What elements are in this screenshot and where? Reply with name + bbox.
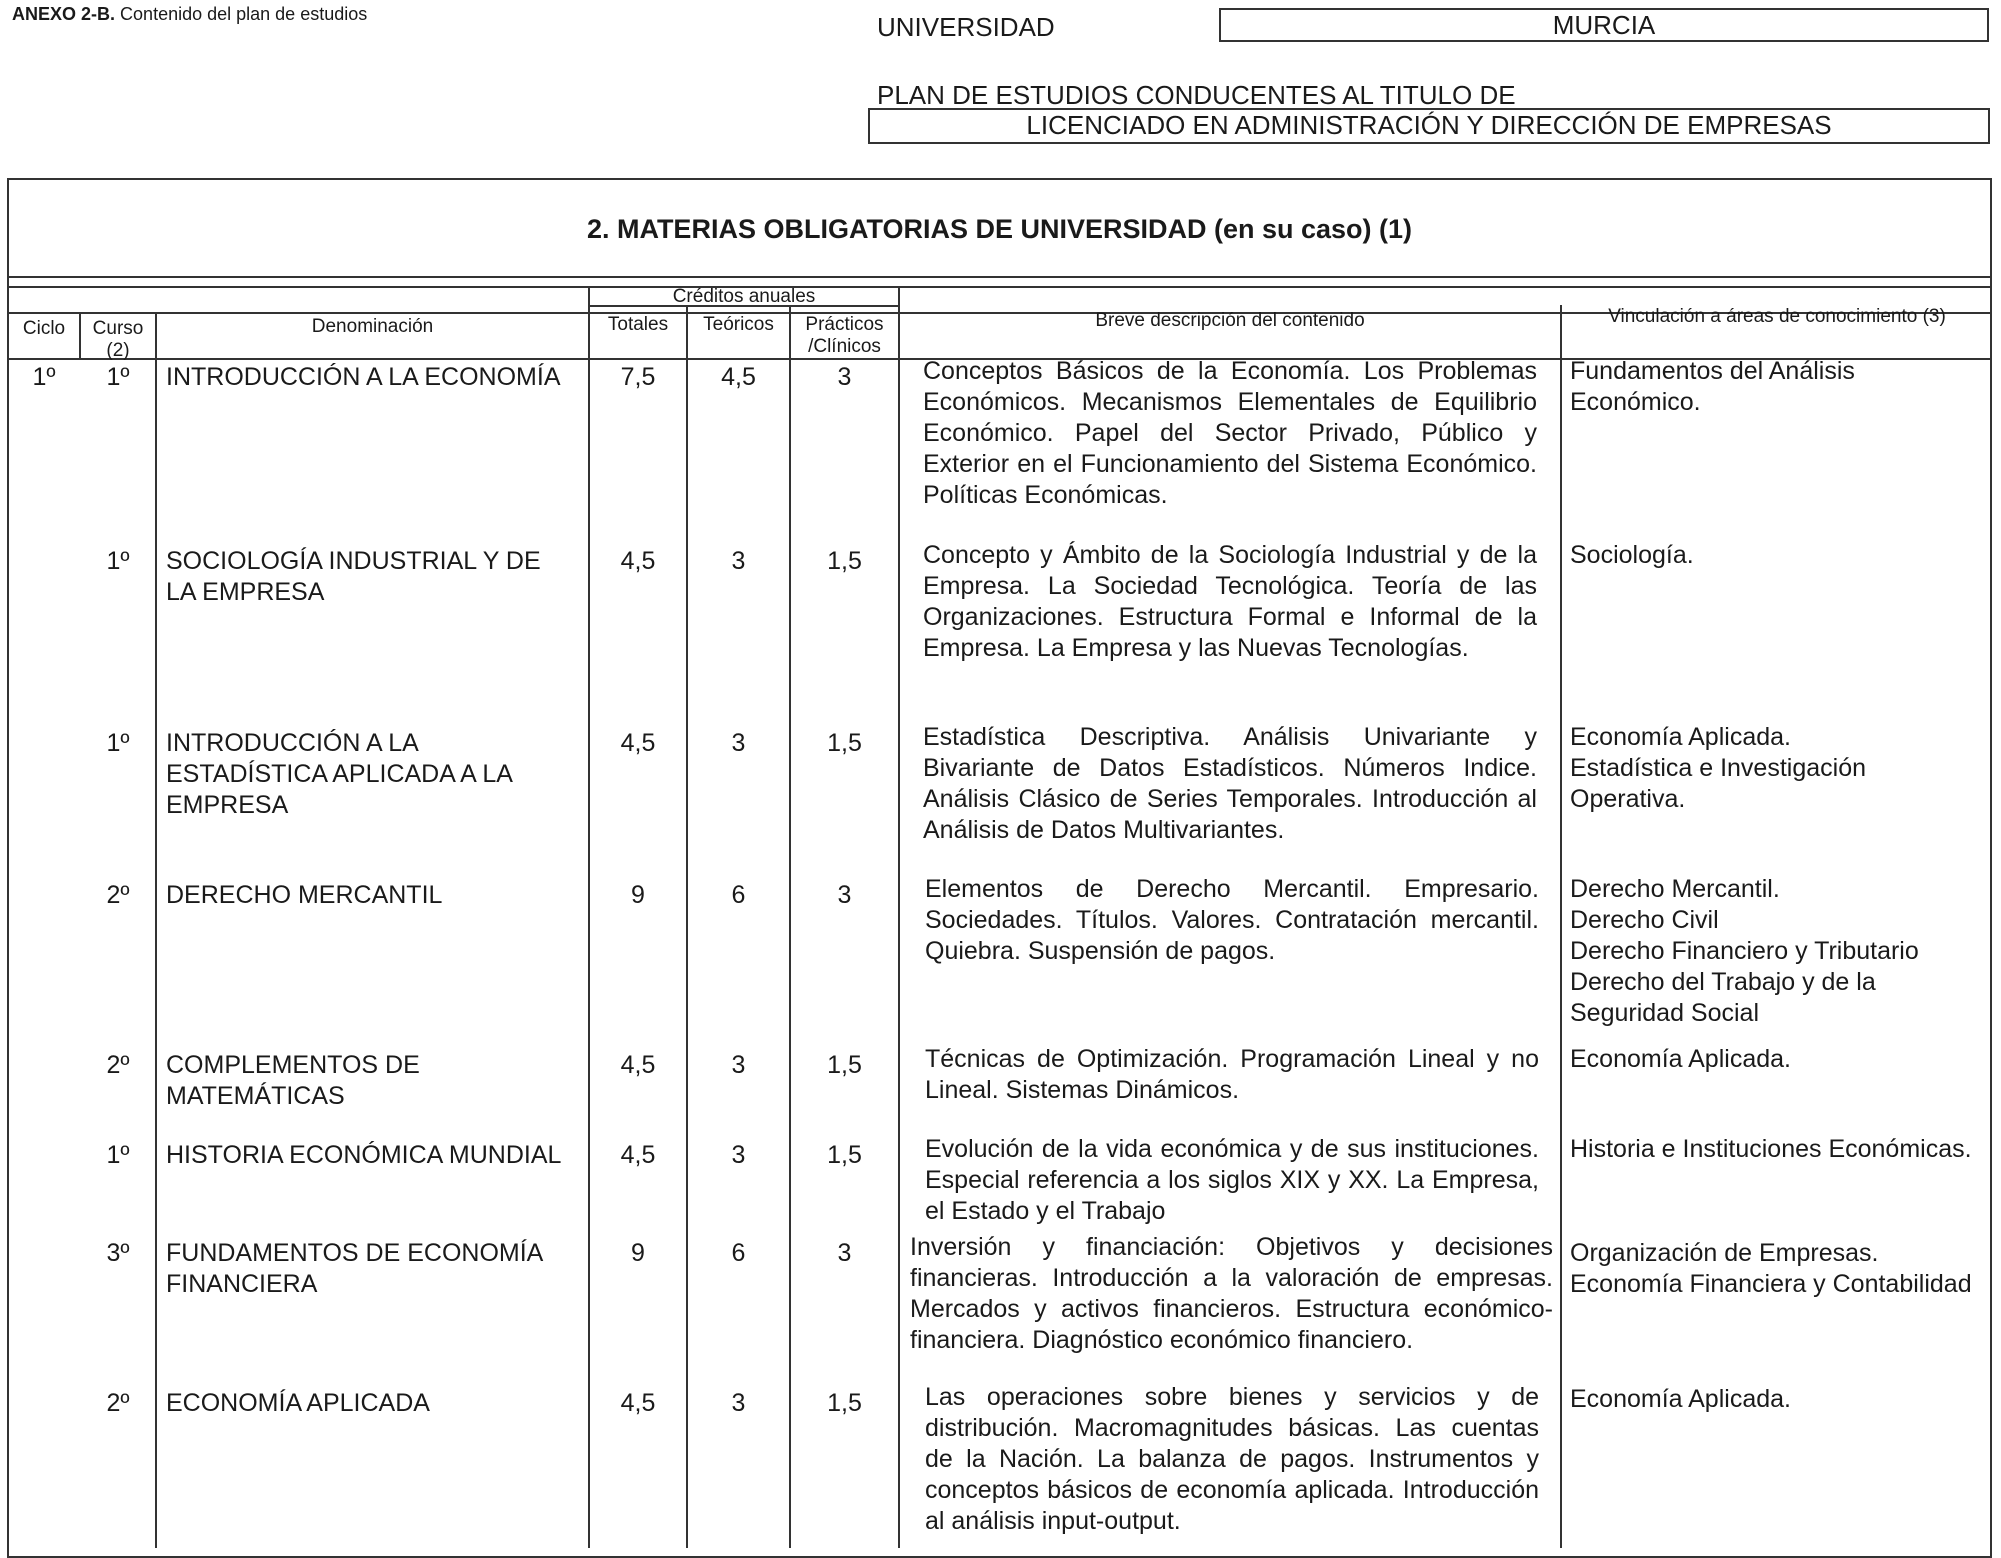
row-totales: 4,5 (620, 729, 656, 757)
row-teoricos: 3 (731, 547, 746, 575)
row-curso: 2º (106, 1389, 130, 1417)
rule-curso (155, 312, 157, 1548)
col-practicos: Prácticos /Clínicos (805, 314, 884, 357)
row-curso: 2º (106, 1051, 130, 1079)
col-totales: Totales (607, 314, 669, 335)
row-denominacion: DERECHO MERCANTIL (166, 881, 443, 909)
row-totales: 4,5 (620, 547, 656, 575)
row-practicos: 1,5 (827, 1051, 862, 1079)
row-denominacion: COMPLEMENTOS DE MATEMÁTICAS (166, 1051, 420, 1110)
row-descripcion: Inversión y financiación: Objetivos y decisiones financieras. Introducción a la valoración de empresas. Mercados y activos financieros. Estructura económico-financiera. Diagnóstico económico financiero. (910, 1233, 1553, 1354)
rule-teoricos (789, 305, 791, 1548)
university-value: MURCIA (1219, 8, 1989, 42)
row-denominacion: HISTORIA ECONÓMICA MUNDIAL (166, 1141, 562, 1169)
row-teoricos: 3 (731, 1141, 746, 1169)
row-practicos: 3 (837, 1239, 852, 1267)
row-vinculacion: Economía Aplicada. (1570, 1045, 1791, 1073)
row-vinculacion: Sociología. (1570, 541, 1694, 569)
row-totales: 9 (631, 1239, 645, 1267)
plan-label: PLAN DE ESTUDIOS CONDUCENTES AL TITULO DE (877, 80, 1516, 110)
annex-label: ANEXO 2-B. (12, 4, 116, 24)
row-teoricos: 6 (731, 1239, 746, 1267)
row-teoricos: 3 (731, 729, 746, 757)
row-descripcion: Evolución de la vida económica y de sus instituciones. Especial referencia a los siglos XIX y XX. La Empresa, el Estado y el Trabajo (925, 1135, 1539, 1225)
annex-subtitle: Contenido del plan de estudios (120, 4, 368, 24)
col-curso: Curso (2) (92, 318, 144, 361)
university-label: UNIVERSIDAD (877, 12, 1055, 42)
col-descripcion: Breve descripción del contenido (1095, 310, 1365, 331)
row-vinculacion: Historia e Instituciones Económicas. (1570, 1135, 1972, 1163)
row-practicos: 1,5 (827, 1389, 862, 1417)
row-practicos: 1,5 (827, 1141, 862, 1169)
row-teoricos: 3 (731, 1389, 746, 1417)
row-practicos: 1,5 (827, 729, 862, 757)
row-denominacion: FUNDAMENTOS DE ECONOMÍA FINANCIERA (166, 1239, 542, 1298)
annex-heading (12, 4, 367, 25)
row-vinculacion: Economía Aplicada. Estadística e Investigación Operativa. (1570, 723, 1866, 813)
rule-top-2 (7, 286, 1992, 288)
row-denominacion: ECONOMÍA APLICADA (166, 1389, 430, 1417)
row-teoricos: 3 (731, 1051, 746, 1079)
row-vinculacion: Derecho Mercantil. Derecho Civil Derecho Financiero y Tributario Derecho del Trabajo y de la Seguridad Social (1570, 875, 1919, 1027)
col-ciclo: Ciclo (22, 318, 66, 339)
row-vinculacion: Economía Aplicada. (1570, 1385, 1791, 1413)
row-practicos: 3 (837, 363, 852, 391)
row-denominacion: INTRODUCCIÓN A LA ESTADÍSTICA APLICADA A LA EMPRESA (166, 729, 512, 819)
rule-totales (686, 305, 688, 1548)
rule-descripcion (1560, 305, 1562, 1548)
row-totales: 9 (631, 881, 645, 909)
row-curso: 2º (106, 881, 130, 909)
row-vinculacion: Fundamentos del Análisis Económico. (1570, 357, 1855, 416)
row-descripcion: Concepto y Ámbito de la Sociología Industrial y de la Empresa. La Sociedad Tecnológica. Teoría de las Organizaciones. Estructura Formal e Informal de la Empresa. La Empresa y las Nuevas Tecnologías. (923, 541, 1537, 662)
row-totales: 4,5 (620, 1389, 656, 1417)
degree-title: LICENCIADO EN ADMINISTRACIÓN Y DIRECCIÓN DE EMPRESAS (868, 108, 1990, 144)
row-descripcion: Técnicas de Optimización. Programación Lineal y no Lineal. Sistemas Dinámicos. (925, 1045, 1539, 1104)
col-vinculacion: Vinculación a áreas de conocimiento (3) (1608, 306, 1946, 327)
section-title: 2. MATERIAS OBLIGATORIAS DE UNIVERSIDAD (en su caso) (1) (586, 214, 1413, 244)
row-practicos: 3 (837, 881, 852, 909)
row-descripcion: Conceptos Básicos de la Economía. Los Problemas Económicos. Mecanismos Elementales de Equilibrio Económico. Papel del Sector Privado, Público y Exterior en el Funcionamiento del Sistema Económico. Políticas Económicas. (923, 357, 1537, 509)
row-descripcion: Elementos de Derecho Mercantil. Empresario. Sociedades. Títulos. Valores. Contratación mercantil. Quiebra. Suspensión de pagos. (925, 875, 1539, 965)
row-totales: 7,5 (620, 363, 656, 391)
rule-top (7, 276, 1992, 278)
rule-practicos (898, 286, 900, 1548)
row-curso: 1º (106, 547, 130, 575)
row-denominacion: INTRODUCCIÓN A LA ECONOMÍA (166, 363, 561, 391)
row-practicos: 1,5 (827, 547, 862, 575)
col-teoricos: Teóricos (703, 314, 774, 335)
row-curso: 3º (106, 1239, 130, 1267)
row-teoricos: 4,5 (721, 363, 756, 391)
row-ciclo: 1º (32, 363, 56, 391)
row-teoricos: 6 (731, 881, 746, 909)
col-creditos: Créditos anuales (672, 286, 816, 307)
col-denominacion: Denominación (311, 316, 434, 337)
row-descripcion: Estadística Descriptiva. Análisis Univariante y Bivariante de Datos Estadísticos. Números Indice. Análisis Clásico de Series Temporales. Introducción al Análisis de Datos Multivariantes. (923, 723, 1537, 844)
row-denominacion: SOCIOLOGÍA INDUSTRIAL Y DE LA EMPRESA (166, 547, 541, 606)
rule-denominacion (588, 286, 590, 1548)
row-curso: 1º (106, 1141, 130, 1169)
row-totales: 4,5 (620, 1051, 656, 1079)
row-descripcion: Las operaciones sobre bienes y servicios y de distribución. Macromagnitudes básicas. Las cuentas de la Nación. La balanza de pagos. Instrumentos y conceptos básicos de economía aplicada. Introducción al análisis input-output. (925, 1383, 1539, 1535)
row-curso: 1º (106, 363, 130, 391)
row-totales: 4,5 (620, 1141, 656, 1169)
row-vinculacion: Organización de Empresas. Economía Financiera y Contabilidad (1570, 1239, 1972, 1298)
row-curso: 1º (106, 729, 130, 757)
